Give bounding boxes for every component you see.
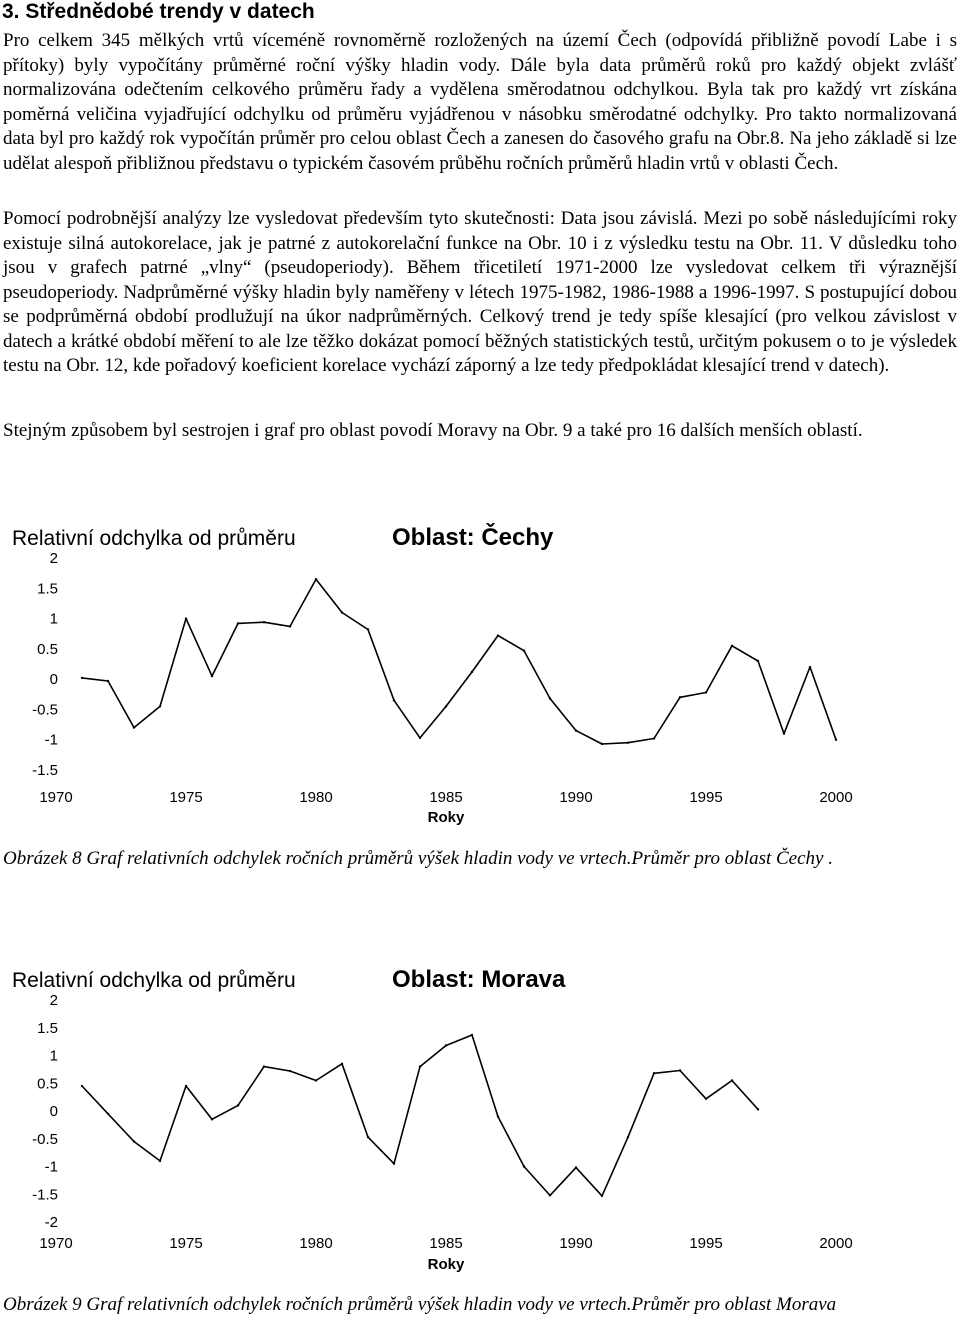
- cechy-data-point: [471, 671, 473, 673]
- region-title-morava: Oblast: Morava: [392, 966, 566, 993]
- cechy-y-tick-label: -0.5: [32, 701, 58, 719]
- morava-data-point: [471, 1034, 473, 1036]
- cechy-y-tick-label: 0: [49, 671, 58, 689]
- cechy-x-axis-label: Roky: [427, 809, 465, 826]
- morava-data-point: [627, 1136, 629, 1138]
- cechy-data-point: [497, 634, 499, 636]
- morava-y-tick-label: -2: [44, 1214, 58, 1231]
- morava-data-point: [497, 1115, 499, 1117]
- chart-title-cechy: Relativní odchylka od průměru: [12, 527, 296, 550]
- morava-y-tick-label: 1: [49, 1047, 58, 1065]
- morava-data-point: [757, 1108, 759, 1110]
- cechy-x-tick-label: 2000: [819, 789, 853, 806]
- morava-data-point: [523, 1165, 525, 1167]
- cechy-y-tick-label: -1.5: [32, 762, 58, 779]
- chart-morava: [0, 985, 960, 1285]
- cechy-data-point: [679, 696, 681, 698]
- cechy-data-point: [289, 625, 291, 627]
- morava-data-point: [575, 1166, 577, 1168]
- morava-data-point: [211, 1118, 213, 1120]
- cechy-data-point: [809, 666, 811, 668]
- morava-data-point: [133, 1140, 135, 1142]
- morava-x-axis-label: Roky: [427, 1256, 465, 1273]
- morava-data-point: [341, 1063, 343, 1065]
- cechy-y-tick-label: 1.5: [37, 580, 58, 598]
- chart-cechy: [0, 540, 960, 840]
- cechy-y-tick-label: -1: [44, 731, 58, 749]
- cechy-y-tick-label: 1: [49, 610, 58, 628]
- morava-series-line: [82, 1035, 758, 1196]
- morava-y-tick-label: 1.5: [37, 1019, 58, 1037]
- cechy-x-tick-label: 1985: [429, 789, 463, 806]
- morava-x-tick-label: 1970: [39, 1235, 73, 1252]
- morava-data-point: [705, 1098, 707, 1100]
- cechy-x-tick-label: 1975: [169, 789, 203, 806]
- section-heading: 3. Střednědobé trendy v datech: [2, 0, 315, 23]
- cechy-data-point: [367, 628, 369, 630]
- cechy-data-point: [445, 705, 447, 707]
- morava-data-point: [289, 1070, 291, 1072]
- morava-data-point: [549, 1194, 551, 1196]
- paragraph-intro: Pro celkem 345 mělkých vrtů víceméně rovnoměrně rozložených na území Čech (odpovídá přibližně povodí Labe i s přítoky) byly vypočítány průměrné roční výšky hladin vody. Dále byla data průměrů roků pro každý objekt zvlášť normalizována odečtením celkového průměru řady a vydělena směrodatnou odchylkou. Byla tak pro každý vrt získána poměrná veličina vyjadřující odchylku od průměru vyjádřenou v násobku směrodatné odchylky. Pro takto normalizovaná data byl pro každý rok vypočítán průměr pro celou oblast Čech a zanesen do časového grafu na Obr.8. Na jeho základě si lze udělat alespoň přibližnou představu o typickém časovém průběhu ročních průměrů hladin vrtů v oblasti Čech.: [3, 30, 957, 174]
- morava-y-tick-label: 0.5: [37, 1075, 58, 1093]
- morava-data-point: [367, 1136, 369, 1138]
- cechy-data-point: [523, 649, 525, 651]
- cechy-data-point: [159, 705, 161, 707]
- cechy-data-point: [627, 742, 629, 744]
- cechy-x-tick-label: 1980: [299, 789, 333, 806]
- morava-data-point: [653, 1072, 655, 1074]
- cechy-y-tick-label: 2: [49, 550, 58, 567]
- cechy-data-point: [757, 660, 759, 662]
- morava-data-point: [237, 1104, 239, 1106]
- cechy-data-point: [393, 699, 395, 701]
- morava-data-point: [159, 1160, 161, 1162]
- cechy-data-point: [133, 726, 135, 728]
- cechy-x-tick-label: 1970: [39, 789, 73, 806]
- morava-x-tick-label: 2000: [819, 1235, 853, 1252]
- morava-data-point: [185, 1085, 187, 1087]
- cechy-data-point: [419, 737, 421, 739]
- morava-data-point: [393, 1163, 395, 1165]
- morava-data-point: [601, 1195, 603, 1197]
- morava-data-point: [445, 1044, 447, 1046]
- morava-y-tick-label: -1: [44, 1158, 58, 1176]
- cechy-data-point: [653, 737, 655, 739]
- cechy-data-point: [237, 622, 239, 624]
- morava-data-point: [107, 1113, 109, 1115]
- morava-x-tick-label: 1985: [429, 1235, 463, 1252]
- cechy-x-tick-label: 1990: [559, 789, 593, 806]
- morava-x-tick-label: 1980: [299, 1235, 333, 1252]
- morava-y-tick-label: -0.5: [32, 1130, 58, 1148]
- cechy-data-point: [185, 617, 187, 619]
- caption-figure-8: Obrázek 8 Graf relativních odchylek ročních průměrů výšek hladin vody ve vrtech.Průměr pro oblast Čechy .: [3, 848, 833, 869]
- morava-data-point: [315, 1079, 317, 1081]
- morava-data-point: [263, 1065, 265, 1067]
- cechy-data-point: [211, 675, 213, 677]
- morava-y-tick-label: 0: [49, 1103, 58, 1120]
- morava-data-point: [731, 1079, 733, 1081]
- morava-y-tick-label: -1.5: [32, 1186, 58, 1204]
- cechy-data-point: [705, 691, 707, 693]
- chart-title-morava: Relativní odchylka od průměru: [12, 969, 296, 992]
- morava-data-point: [679, 1069, 681, 1071]
- cechy-y-tick-label: 0.5: [37, 640, 58, 658]
- cechy-data-point: [783, 732, 785, 734]
- cechy-data-point: [549, 697, 551, 699]
- morava-x-tick-label: 1990: [559, 1235, 593, 1252]
- cechy-data-point: [731, 645, 733, 647]
- paragraph-morava: Stejným způsobem byl sestrojen i graf pro oblast povodí Moravy na Obr. 9 a také pro 16 dalších menších oblastí.: [3, 420, 863, 441]
- morava-x-tick-label: 1995: [689, 1235, 723, 1252]
- cechy-data-point: [107, 680, 109, 682]
- cechy-data-point: [81, 677, 83, 679]
- region-title-cechy: Oblast: Čechy: [392, 524, 554, 551]
- cechy-data-point: [315, 578, 317, 580]
- morava-x-tick-label: 1975: [169, 1235, 203, 1252]
- morava-data-point: [81, 1085, 83, 1087]
- paragraph-analysis: Pomocí podrobnější analýzy lze vysledovat především tyto skutečnosti: Data jsou závislá. Mezi po sobě následujícími roky existuje silná autokorelace, jak je patrné z autokorelační funkce na Obr. 10 i z výsledku testu na Obr. 11. V důsledku toho jsou v grafech patrné „vlny“ (pseudoperiody). Během třicetiletí 1971-2000 lze vysledovat celkem tři výraznější pseudoperiody. Nadprůměrné výšky hladin byly naměřeny v létech 1975-1982, 1986-1988 a 1996-1997. S postupující dobou se podprůměrná období prodlužují na úkor nadprůměrných. Celkový trend je tedy spíše klesající (pro velkou závislost v datech a krátké období měření to ale lze těžko dokázat pomocí běžných statistických testů, určitým pokusem o to je výsledek testu na Obr. 12, kde pořadový koeficient korelace vychází záporný a lze tedy předpokládat klesající trend v datech).: [3, 208, 957, 376]
- morava-y-tick-label: 2: [49, 992, 58, 1009]
- cechy-data-point: [341, 611, 343, 613]
- caption-figure-9: Obrázek 9 Graf relativních odchylek ročních průměrů výšek hladin vody ve vrtech.Průměr pro oblast Morava: [3, 1294, 837, 1315]
- cechy-series-line: [82, 579, 836, 744]
- morava-data-point: [419, 1065, 421, 1067]
- cechy-data-point: [263, 621, 265, 623]
- cechy-data-point: [835, 739, 837, 741]
- cechy-data-point: [601, 743, 603, 745]
- cechy-x-tick-label: 1995: [689, 789, 723, 806]
- cechy-data-point: [575, 729, 577, 731]
